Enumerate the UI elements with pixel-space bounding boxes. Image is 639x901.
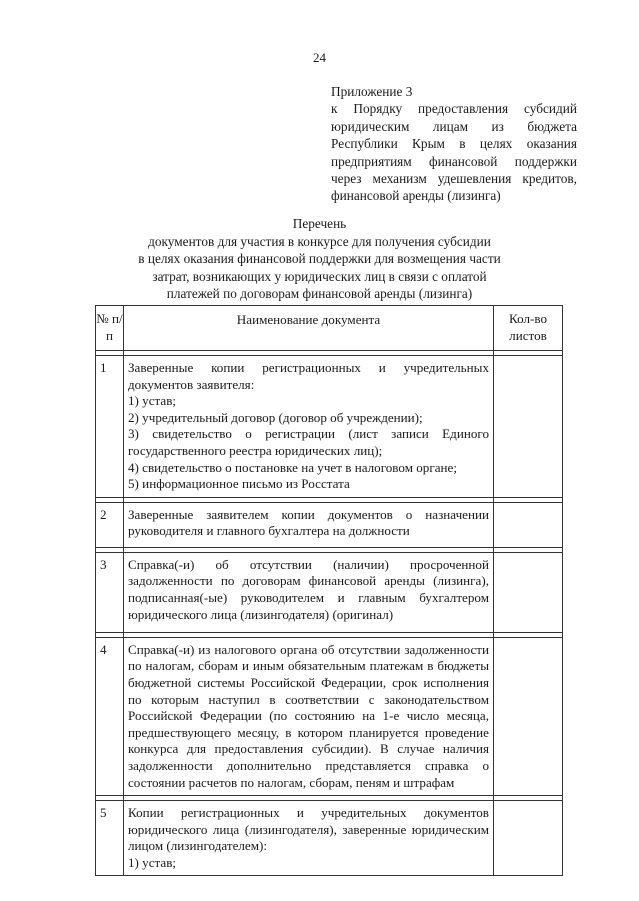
row-name [124, 552, 494, 632]
row-count [494, 356, 563, 498]
appendix-block [331, 83, 577, 205]
row-item: 3) свидетельство о регистрации (лист записи Единого государственного реестра юридических лиц); [128, 426, 489, 458]
title-line-3: в целях оказания финансовой поддержки для возмещения части [138, 251, 501, 267]
row-count [494, 801, 563, 876]
row-name [124, 502, 494, 547]
row-count [494, 502, 563, 547]
table-row [96, 552, 563, 632]
appendix-body: к Порядку предоставления субсидий юридическим лицам из бюджета Республики Крым в целях оказания предприятиям финансовой поддержки через механизм удешевления кредитов, финансовой аренды (лизинга) [331, 101, 577, 204]
row-item: 1) устав; [128, 854, 177, 870]
table-row [96, 637, 563, 795]
row-num: 4 [96, 637, 124, 795]
row-num: 2 [96, 502, 124, 547]
documents-table [95, 305, 563, 876]
table-row [96, 801, 563, 876]
row-num: 1 [96, 356, 124, 498]
row-intro: Заверенные копии регистрационных и учредительных документов заявителя: [128, 360, 489, 392]
row-num: 5 [96, 801, 124, 876]
header-name: Наименование документа [124, 306, 494, 351]
title-line-1: Перечень [292, 216, 347, 231]
row-intro: Копии регистрационных и учредительных документов юридического лица (лизингодателя), заверенные юридическим лицом (лизингодателем): [128, 805, 489, 854]
document-title [0, 215, 639, 303]
row-intro: Справка(-и) об отсутствии (наличии) просроченной задолженности по договорам финансовой аренды (лизинга), подписанная(-ые) руководителем и главным бухгалтером юридического лица (лизингодателя) (оригинал) [128, 556, 489, 622]
row-name [124, 801, 494, 876]
appendix-heading: Приложение 3 [331, 84, 413, 99]
header-num: № п/п [96, 306, 124, 351]
row-item: 5) информационное письмо из Росстата [128, 476, 350, 492]
page-number: 24 [313, 50, 326, 65]
title-line-2: документов для участия в конкурсе для получения субсидии [148, 233, 491, 249]
row-item: 1) устав; [128, 393, 177, 409]
row-intro: Справка(-и) из налогового органа об отсутствии задолженности по налогам, сборам и иным обязательным платежам в бюджеты бюджетной системы Российской Федерации, срок исполнения по которым наступил в соответствии с законодательством Российской Федерации (по состоянию на 1-е число месяца, предшествующего месяцу, в котором планируется проведение конкурса для предоставления субсидии). В случае наличия задолженности дополнительно представляется справка о состоянии расчетов по налогам, сборам, пеням и штрафам [128, 641, 489, 790]
table-row [96, 356, 563, 498]
row-intro: Заверенные заявителем копии документов о назначении руководителя и главного бухгалтера на должности [128, 506, 489, 539]
header-count: Кол-во листов [494, 306, 563, 351]
row-name [124, 356, 494, 498]
title-line-4: затрат, возникающих у юридических лиц в связи с оплатой [152, 268, 487, 284]
row-num: 3 [96, 552, 124, 632]
row-count [494, 637, 563, 795]
row-count [494, 552, 563, 632]
row-name [124, 637, 494, 795]
row-item: 2) учредительный договор (договор об учреждении); [128, 409, 423, 425]
table-row [96, 502, 563, 547]
title-line-5: платежей по договорам финансовой аренды (лизинга) [166, 286, 473, 302]
row-item: 4) свидетельство о постановке на учет в налоговом органе; [128, 459, 457, 475]
table-header-row [96, 306, 563, 351]
